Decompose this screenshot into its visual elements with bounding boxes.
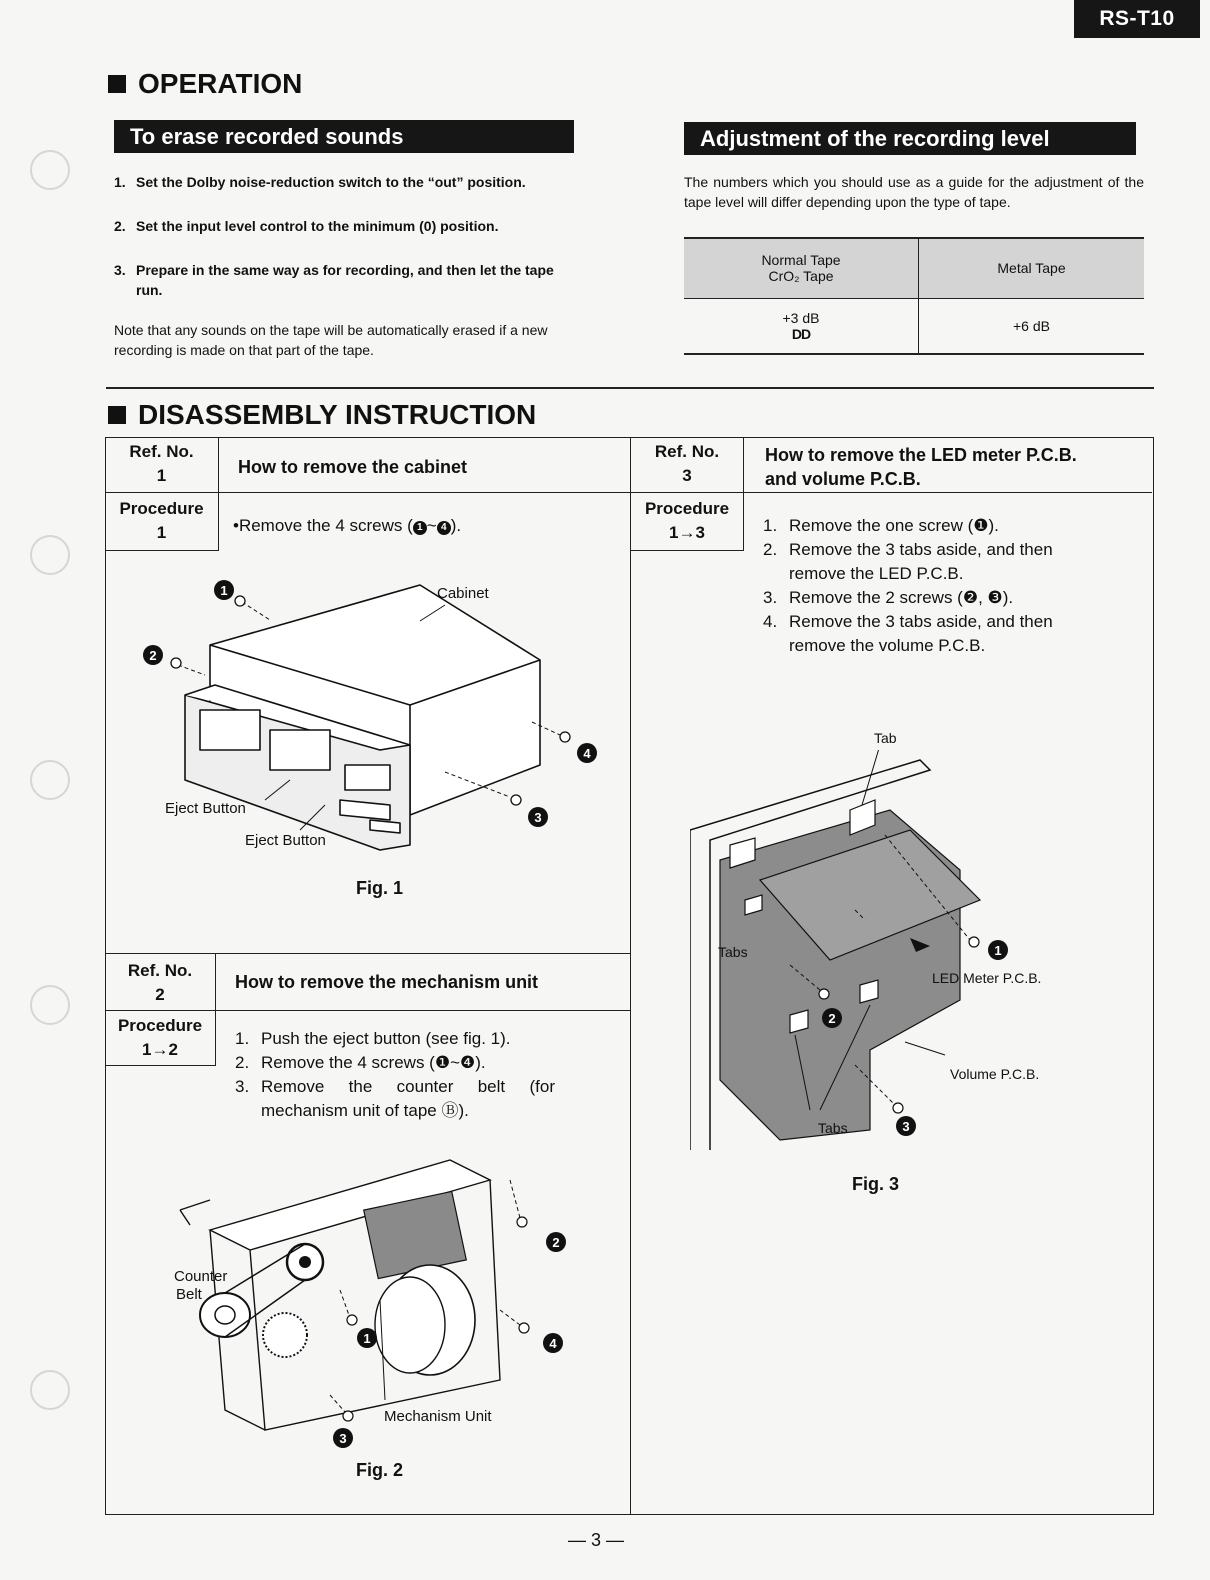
label-tabs-2: Tabs bbox=[818, 1120, 848, 1136]
erase-steps bbox=[114, 172, 574, 324]
section3-heading: How to remove the LED meter P.C.B. and volume P.C.B. bbox=[765, 445, 1077, 489]
list-item: 2. Remove the 3 tabs aside, and then remove the LED P.C.B. bbox=[763, 540, 1053, 583]
binder-hole bbox=[30, 1370, 70, 1410]
proc-box-3: Procedure 1→3 bbox=[631, 493, 744, 551]
table-cell: +3 dB DD bbox=[684, 298, 919, 354]
table-row bbox=[684, 238, 1144, 298]
square-bullet-icon bbox=[108, 406, 126, 424]
callout-2: 2 bbox=[143, 645, 163, 665]
label-tabs-1: Tabs bbox=[718, 944, 748, 960]
proc-box-1: Procedure 1 bbox=[105, 493, 219, 551]
erase-heading: To erase recorded sounds bbox=[114, 120, 574, 153]
section1-instruction: •Remove the 4 screws ( 1 ~ 4 ). bbox=[233, 516, 462, 535]
label-counter: Counter bbox=[174, 1268, 228, 1285]
list-item: 2. Remove the 4 screws (❶~❹). bbox=[235, 1053, 486, 1072]
label-belt: Belt bbox=[176, 1286, 202, 1303]
erase-note: Note that any sounds on the tape will be automatically erased if a new recording is made on that part of the tape. bbox=[114, 322, 548, 358]
list-item: 1. Set the Dolby noise-reduction switch to the “out” position. bbox=[114, 174, 526, 190]
level-heading: Adjustment of the recording level bbox=[684, 122, 1136, 155]
label-eject-1: Eject Button bbox=[165, 800, 246, 817]
level-table bbox=[684, 237, 1144, 355]
callout-2: 2 bbox=[822, 1008, 842, 1028]
fig1-caption: Fig. 1 bbox=[356, 878, 404, 898]
list-item: 3. Remove the 2 screws (❷, ❸). bbox=[763, 588, 1014, 607]
binder-hole bbox=[30, 760, 70, 800]
ref-box-1: Ref. No. 1 bbox=[105, 437, 219, 493]
square-bullet-icon bbox=[108, 75, 126, 93]
label-led-meter-pcb: LED Meter P.C.B. bbox=[932, 970, 1042, 986]
fig2-illustration bbox=[170, 1150, 590, 1460]
fig3-illustration bbox=[690, 750, 1090, 1150]
table-cell: +6 dB bbox=[1013, 317, 1050, 334]
ref-box-3: Ref. No. 3 bbox=[631, 437, 744, 493]
section3-steps bbox=[763, 514, 1108, 658]
list-item: 1. Push the eject button (see fig. 1). bbox=[235, 1029, 511, 1048]
callout-1: 1 bbox=[214, 580, 234, 600]
list-item: 4. Remove the 3 tabs aside, and then remove the volume P.C.B. bbox=[763, 612, 1053, 655]
disassembly-title-text: DISASSEMBLY INSTRUCTION bbox=[138, 399, 537, 430]
proc-box-2: Procedure 1→2 bbox=[105, 1011, 216, 1066]
table-row bbox=[684, 298, 1144, 354]
fig3-caption: Fig. 3 bbox=[852, 1174, 900, 1194]
column-divider bbox=[630, 437, 631, 1514]
list-item: 3. Prepare in the same way as for recording, and then let the tape run. bbox=[114, 262, 554, 298]
page-number: — 3 — bbox=[568, 1530, 625, 1550]
callout-1: 1 bbox=[357, 1328, 377, 1348]
section2-heading: How to remove the mechanism unit bbox=[235, 972, 539, 992]
label-eject-2: Eject Button bbox=[245, 832, 326, 849]
header-rule bbox=[743, 492, 1152, 493]
level-text: The numbers which you should use as a guide for the adjustment of the tape level will differ depending upon the type of tape. bbox=[684, 174, 1144, 210]
dolby-symbol: DD bbox=[791, 325, 811, 342]
model-tab: RS-T10 bbox=[1074, 0, 1200, 38]
header-rule bbox=[218, 492, 630, 493]
operation-title-text: OPERATION bbox=[138, 68, 303, 99]
disassembly-title bbox=[108, 399, 536, 431]
label-tab: Tab bbox=[874, 730, 897, 746]
fig2-caption: Fig. 2 bbox=[356, 1460, 404, 1480]
callout-4: 4 bbox=[543, 1333, 563, 1353]
callout-4: 4 bbox=[577, 743, 597, 763]
divider bbox=[106, 387, 1154, 389]
list-item: 1. Remove the one screw (❶). bbox=[763, 516, 999, 535]
callout-1: 1 bbox=[988, 940, 1008, 960]
table-cell: Metal Tape bbox=[997, 260, 1066, 277]
ref-box-2: Ref. No. 2 bbox=[105, 954, 216, 1011]
list-item: 2. Set the input level control to the minimum (0) position. bbox=[114, 218, 499, 234]
callout-3: 3 bbox=[528, 807, 548, 827]
binder-hole bbox=[30, 150, 70, 190]
section1-heading: How to remove the cabinet bbox=[238, 457, 468, 477]
table-cell: Normal Tape CrO₂ Tape bbox=[684, 238, 919, 298]
header-rule bbox=[215, 1010, 630, 1011]
binder-hole bbox=[30, 535, 70, 575]
callout-3: 3 bbox=[896, 1116, 916, 1136]
list-item: 3. Remove the counter belt (for mechanism unit of tape Ⓑ). bbox=[235, 1077, 555, 1120]
binder-hole bbox=[30, 985, 70, 1025]
label-volume-pcb: Volume P.C.B. bbox=[950, 1066, 1040, 1082]
operation-title bbox=[108, 68, 302, 100]
callout-3: 3 bbox=[333, 1428, 353, 1448]
section2-steps bbox=[235, 1027, 555, 1123]
callout-2: 2 bbox=[546, 1232, 566, 1252]
label-mechanism-unit: Mechanism Unit bbox=[384, 1408, 492, 1425]
label-cabinet: Cabinet bbox=[437, 585, 489, 602]
